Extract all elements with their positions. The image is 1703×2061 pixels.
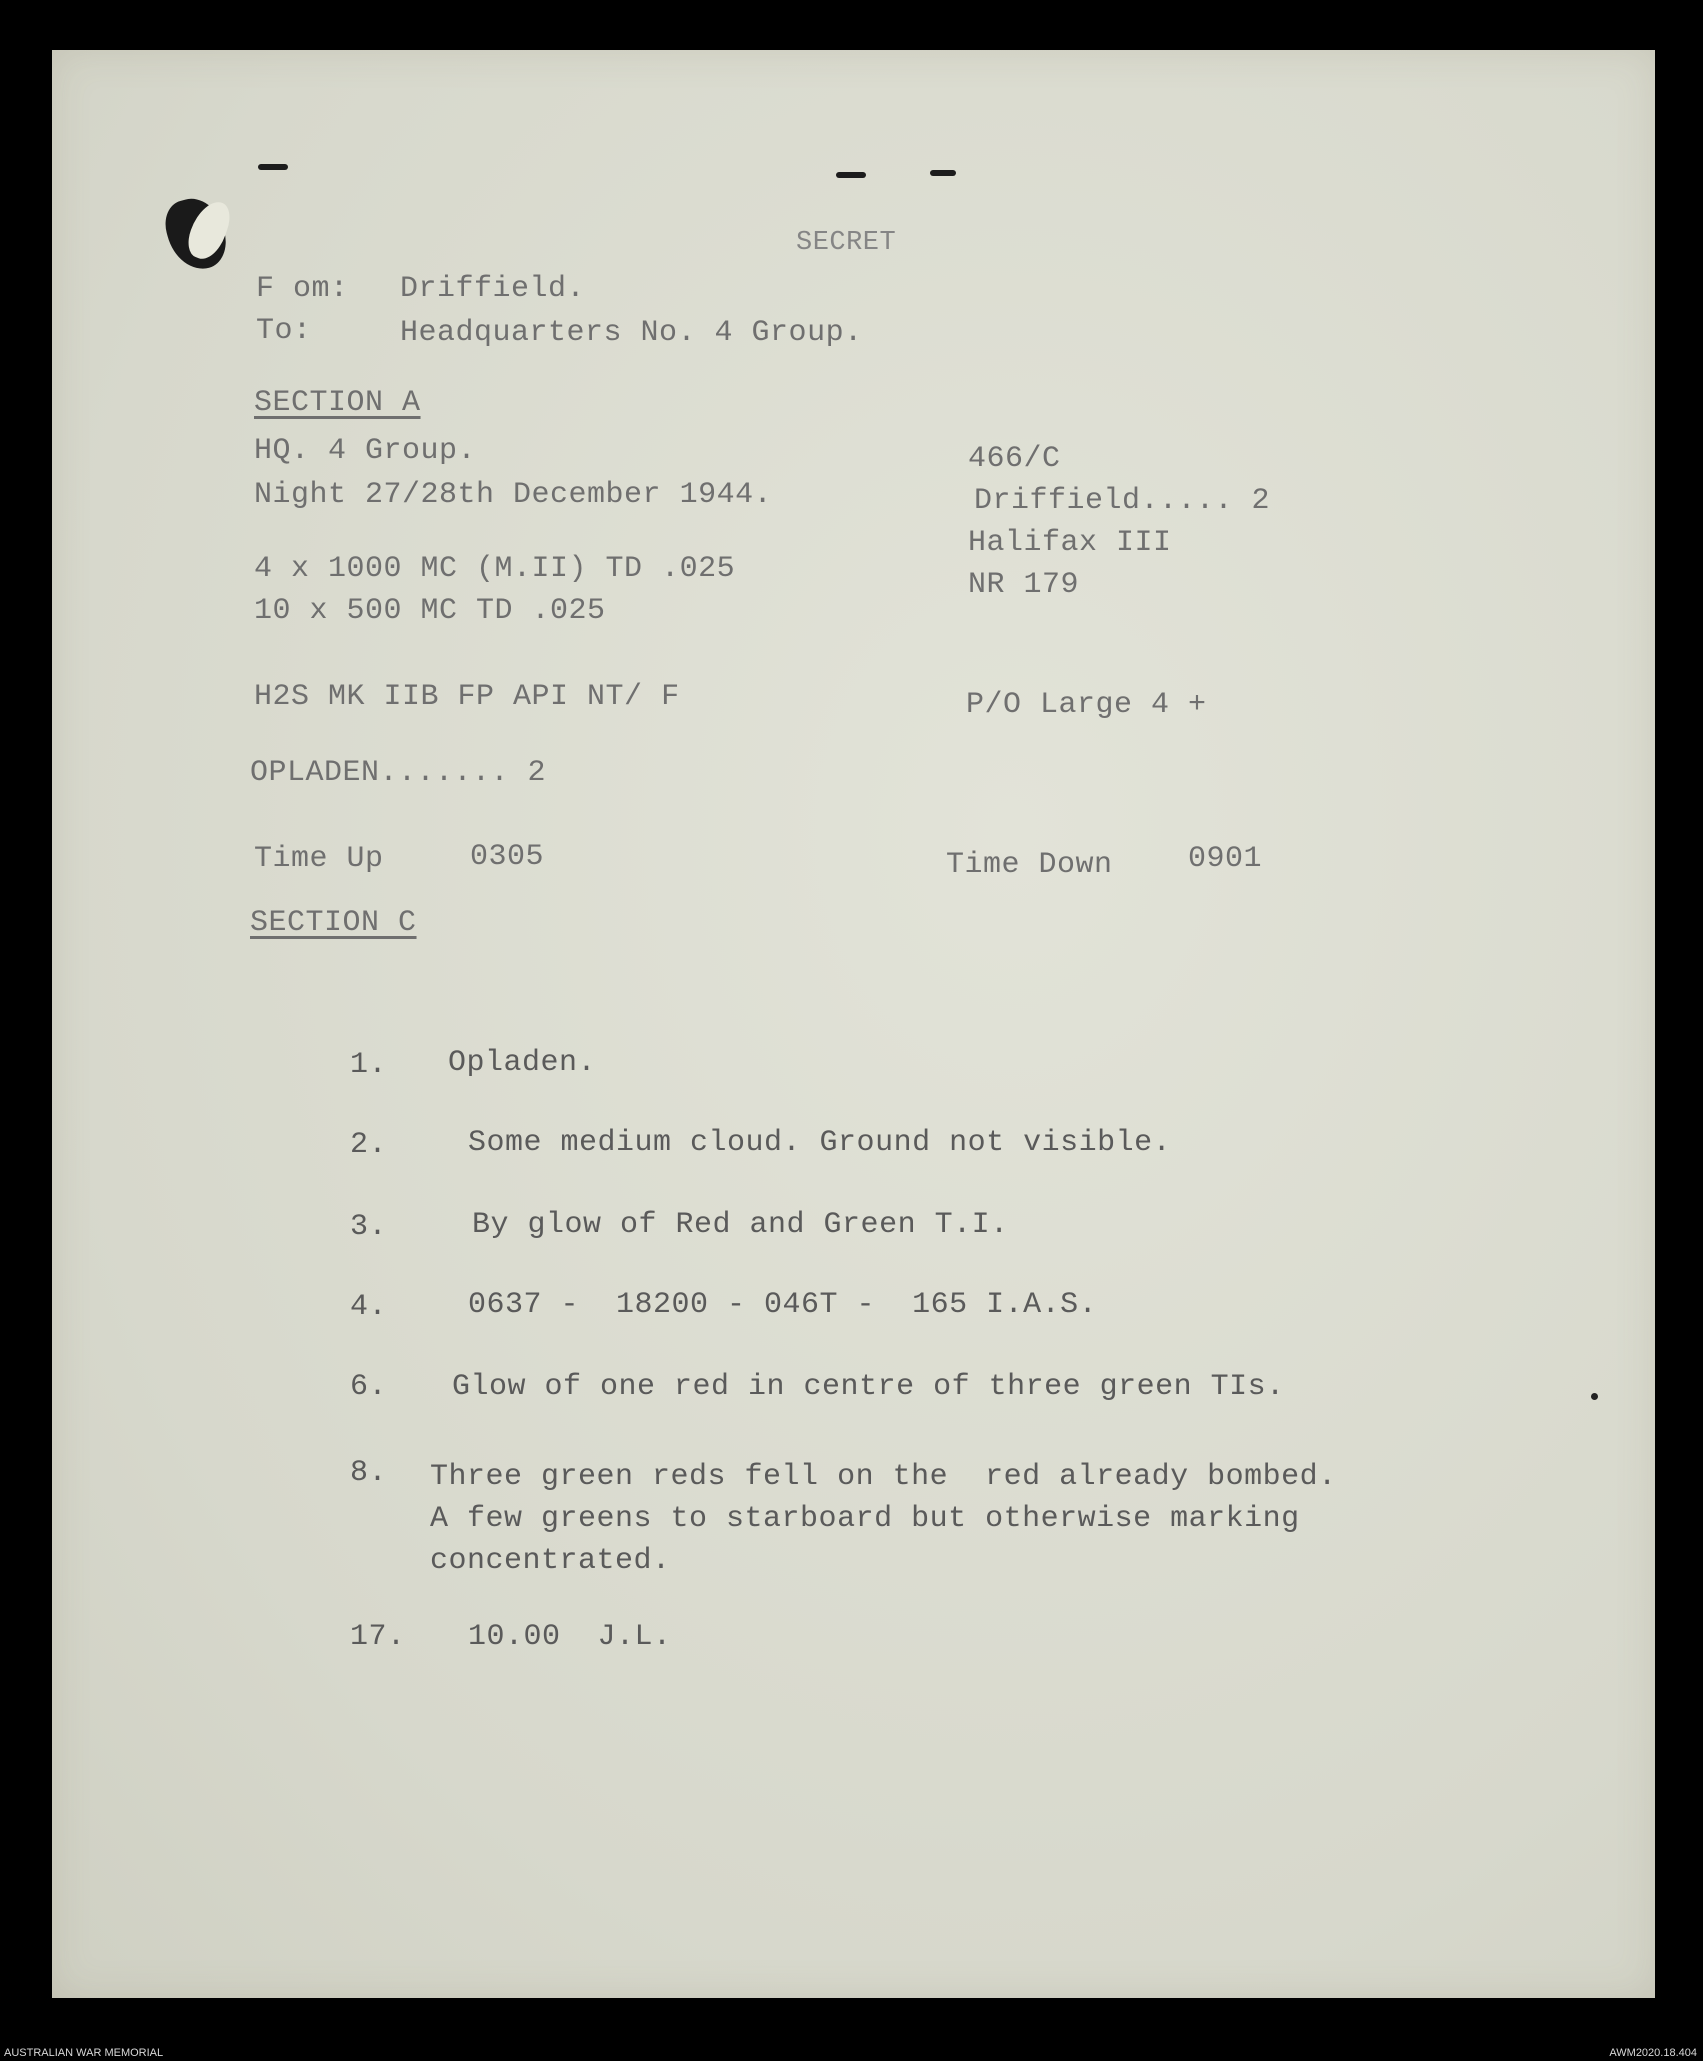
- section-c-heading: SECTION C: [250, 906, 417, 940]
- staple-mark: [258, 164, 288, 170]
- to-value: Headquarters No. 4 Group.: [400, 316, 863, 350]
- item-text: Opladen.: [448, 1046, 597, 1080]
- from-label: F om:: [256, 272, 349, 306]
- time-down-value: 0901: [1188, 842, 1263, 876]
- item-number: 1.: [350, 1048, 388, 1082]
- staple-mark: [930, 170, 956, 176]
- hq-line: HQ. 4 Group.: [254, 434, 477, 468]
- item-number: 8.: [350, 1456, 388, 1490]
- aircraft-serial: NR 179: [968, 568, 1080, 602]
- item-text: Three green reds fell on the red already bombed. A few greens to starboard but otherwise marking concentrated.: [430, 1460, 1337, 1578]
- bomb-load-line-1: 4 x 1000 MC (M.II) TD .025: [254, 552, 736, 586]
- staple-mark: [836, 172, 866, 178]
- item-text: 0637 - 18200 - 046T - 165 I.A.S.: [468, 1288, 1098, 1322]
- item-text: 10.00 J.L.: [468, 1620, 672, 1654]
- item-number: 6.: [350, 1370, 388, 1404]
- pilot-line: P/O Large 4 +: [966, 688, 1207, 722]
- item-number: 4.: [350, 1290, 388, 1324]
- bomb-load-line-2: 10 x 500 MC TD .025: [254, 594, 606, 628]
- time-down-label: Time Down: [946, 848, 1113, 882]
- classification-marking: SECRET: [796, 228, 897, 258]
- station-line: Driffield..... 2: [974, 484, 1271, 518]
- item-number: 17.: [350, 1620, 406, 1654]
- item-text: Glow of one red in centre of three green TIs.: [452, 1370, 1285, 1404]
- ink-dot: [1591, 1393, 1598, 1400]
- footer-accession-number: AWM2020.18.404: [1609, 2047, 1697, 2059]
- item-number: 2.: [350, 1128, 388, 1162]
- item-number: 3.: [350, 1210, 388, 1244]
- footer-credit: AUSTRALIAN WAR MEMORIAL: [4, 2047, 164, 2059]
- section-a-heading: SECTION A: [254, 386, 421, 420]
- item-text: Some medium cloud. Ground not visible.: [468, 1126, 1172, 1160]
- item-text: By glow of Red and Green T.I.: [472, 1208, 1009, 1242]
- aircraft-type: Halifax III: [968, 526, 1172, 560]
- time-up-value: 0305: [470, 840, 545, 874]
- night-line: Night 27/28th December 1944.: [254, 478, 773, 512]
- time-up-label: Time Up: [254, 842, 384, 876]
- equipment-line: H2S MK IIB FP API NT/ F: [254, 680, 680, 714]
- from-value: Driffield.: [400, 272, 586, 306]
- reference-number: 466/C: [968, 442, 1061, 476]
- target-line: OPLADEN....... 2: [250, 756, 547, 790]
- to-label: To:: [256, 314, 312, 348]
